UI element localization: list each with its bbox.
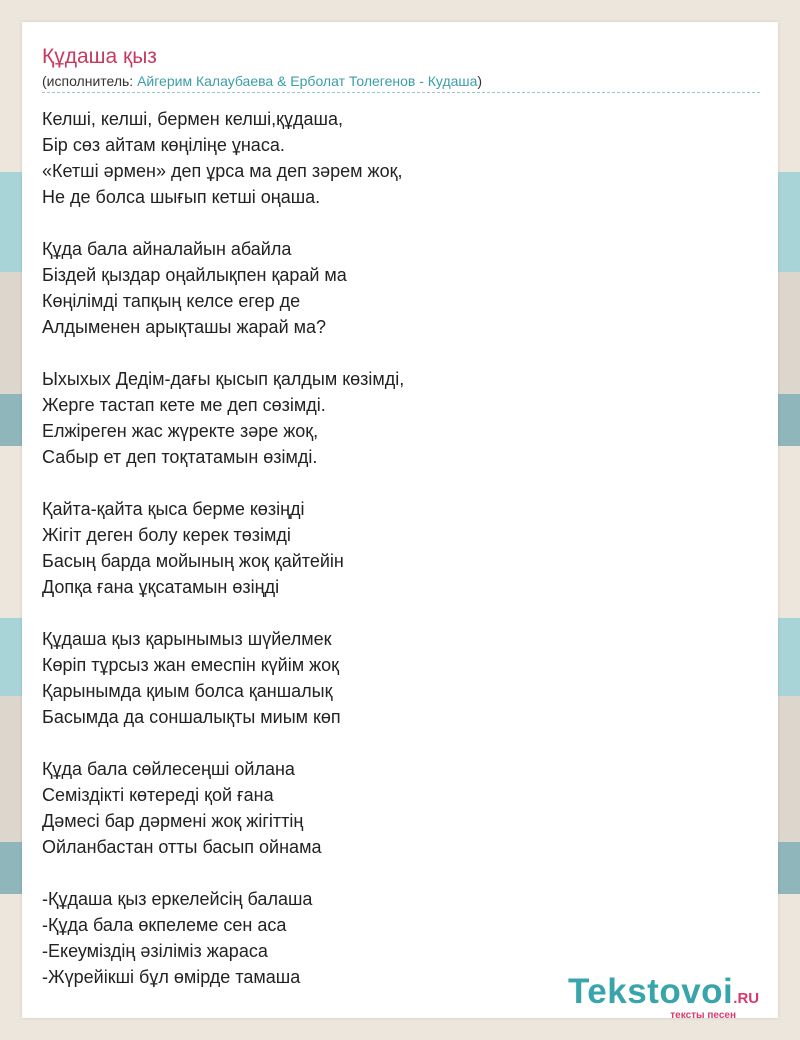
- lyric-line: Қайта-қайта қыса берме көзіңді: [42, 499, 305, 519]
- logo-tagline: тексты песен: [670, 1010, 736, 1021]
- lyric-line: -Екеуміздің әзіліміз жараса: [42, 941, 268, 961]
- stanza-gap: [42, 470, 760, 496]
- song-header: [42, 44, 760, 93]
- lyric-line: Допқа ғана ұқсатамын өзіңді: [42, 577, 280, 597]
- stanza-gap: [42, 730, 760, 756]
- lyric-line: -Құдаша қыз еркелейсің балаша: [42, 889, 313, 909]
- artist-link[interactable]: Айгерим Калаубаева & Ерболат Толегенов - Кудаша: [137, 73, 478, 89]
- logo-main-text: Tekstovoi: [568, 972, 734, 1011]
- lyric-line: Біздей қыздар оңайлықпен қарай ма: [42, 265, 347, 285]
- stanza-gap: [42, 340, 760, 366]
- lyric-line: Алдыменен арықташы жарай ма?: [42, 317, 327, 337]
- lyric-line: Басың барда мойының жоқ қайтейін: [42, 551, 344, 571]
- lyric-line: Ыхыхых Дедім-дағы қысып қалдым көзімді,: [42, 369, 405, 389]
- lyric-line: Бір сөз айтам көңіліңе ұнаса.: [42, 135, 285, 155]
- subtitle-prefix: (исполнитель:: [42, 73, 138, 89]
- lyric-line: Көңілімді тапқың келсе егер де: [42, 291, 301, 311]
- lyric-line: Жігіт деген болу керек төзімді: [42, 525, 291, 545]
- lyric-line: Семіздікті көтереді қой ғана: [42, 785, 274, 805]
- lyric-line: Сабыр ет деп тоқтатамын өзімді.: [42, 447, 318, 467]
- logo-tld: .RU: [733, 990, 760, 1007]
- lyric-line: Көріп тұрсыз жан емеспін күйім жоқ: [42, 655, 340, 675]
- lyric-line: Жерге тастап кете ме деп сөзімді.: [42, 395, 326, 415]
- lyric-line: -Құда бала өкпелеме сен аса: [42, 915, 287, 935]
- subtitle-suffix: ): [477, 73, 483, 89]
- stanza-gap: [42, 600, 760, 626]
- lyric-line: Құда бала айналайын абайла: [42, 239, 292, 259]
- lyric-line: Келші, келші, бермен келші,құдаша,: [42, 109, 344, 129]
- lyric-line: Дәмесі бар дәрмені жоқ жігіттің: [42, 811, 304, 831]
- song-subtitle: [42, 72, 760, 93]
- lyric-line: Басымда да соншалықты миым көп: [42, 707, 341, 727]
- logo-wordmark: [568, 974, 772, 1010]
- lyric-line: Қарынымда қиым болса қаншалық: [42, 681, 333, 701]
- lyrics-card: [22, 22, 778, 1021]
- lyric-line: Елжіреген жас жүректе зәре жоқ,: [42, 421, 319, 441]
- lyric-line: «Кетші әрмен» деп ұрса ма деп зәрем жоқ,: [42, 161, 403, 181]
- lyric-line: Ойланбастан отты басып ойнама: [42, 837, 322, 857]
- lyric-line: Не де болса шығып кетші оңаша.: [42, 187, 321, 207]
- lyric-line: -Жүрейікші бұл өмірде тамаша: [42, 967, 301, 987]
- song-title: Құдаша қыз: [42, 45, 157, 68]
- lyrics-text: [42, 106, 760, 990]
- stanza-gap: [42, 210, 760, 236]
- lyric-line: Құдаша қыз қарынымыз шүйелмек: [42, 629, 332, 649]
- stanza-gap: [42, 860, 760, 886]
- lyric-line: Құда бала сөйлесеңші ойлана: [42, 759, 295, 779]
- site-logo[interactable]: [568, 974, 772, 1020]
